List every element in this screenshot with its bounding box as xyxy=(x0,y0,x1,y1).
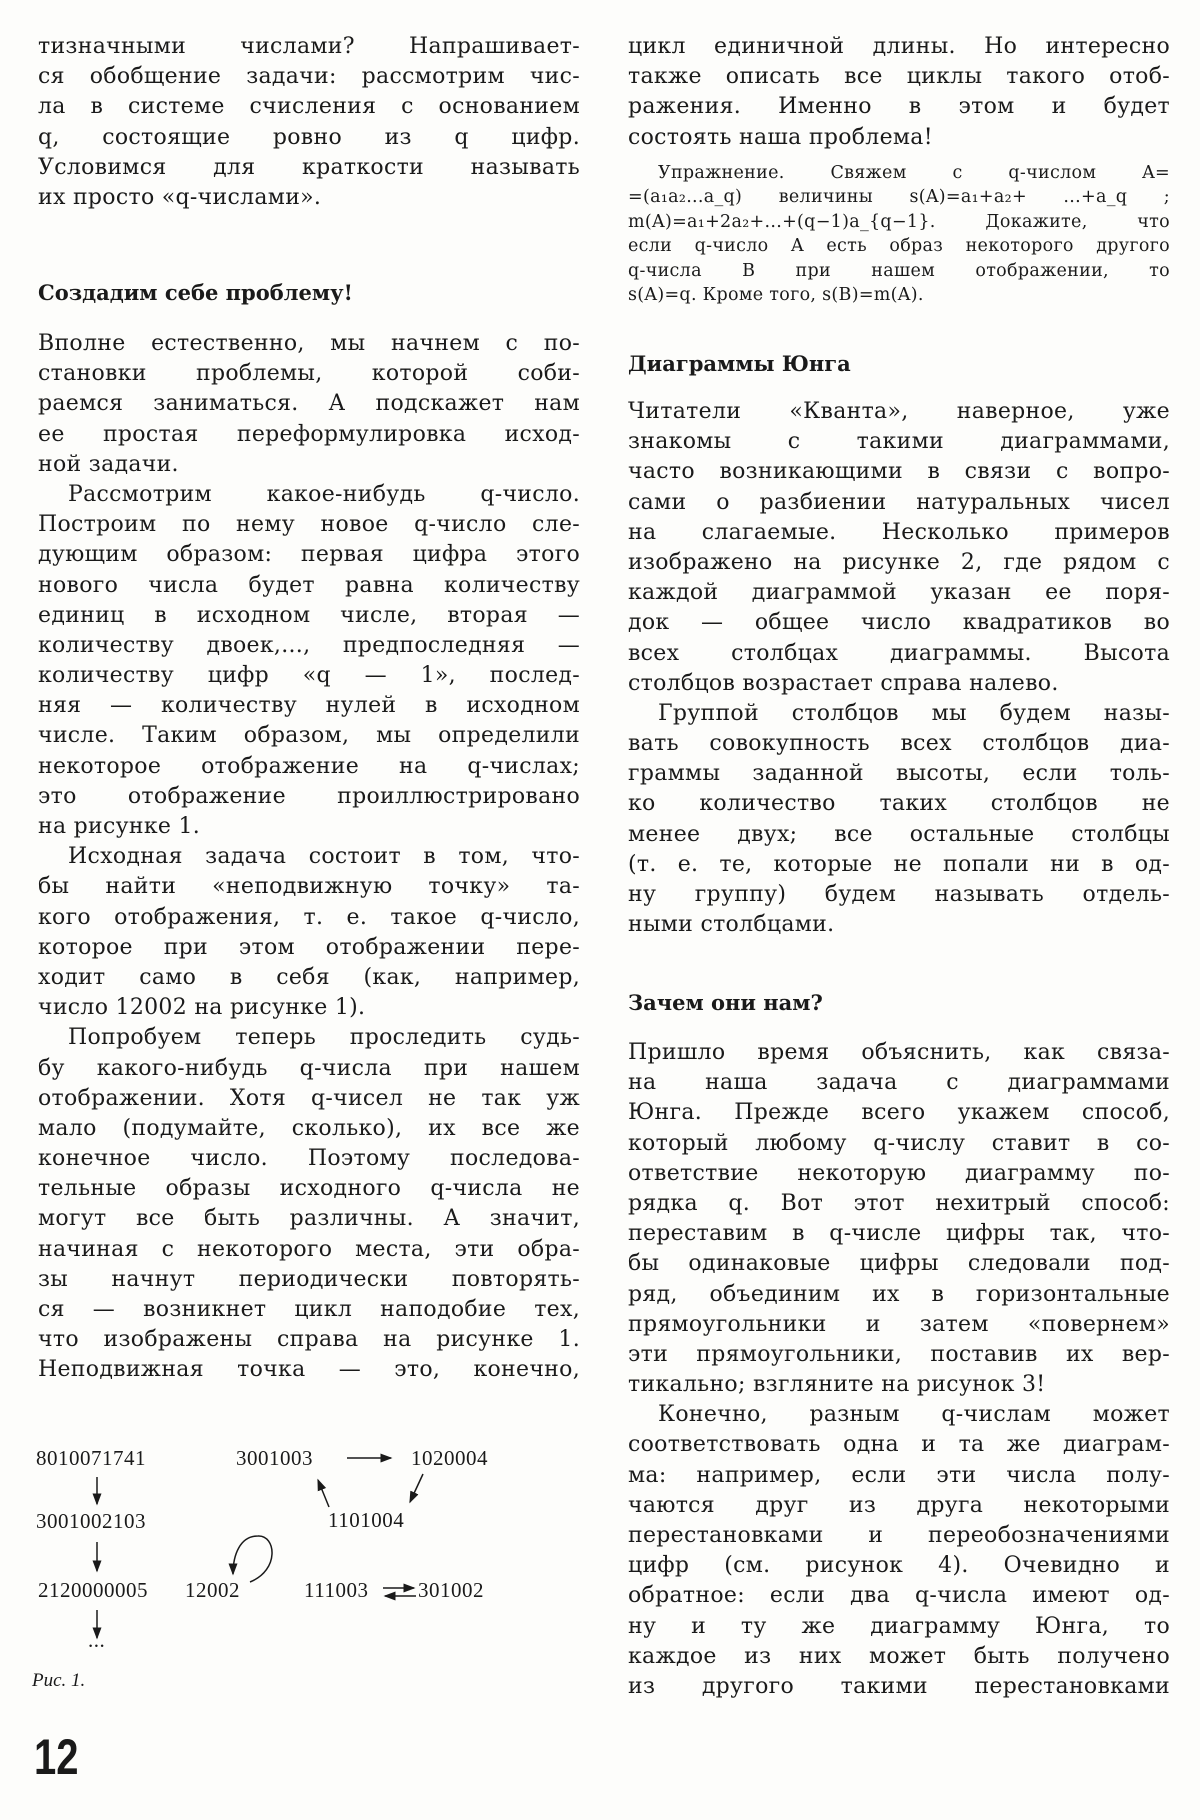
text-line: Вполне естественно, мы начнем с по- xyxy=(38,331,580,356)
text-line: ражения. Именно в этом и будет xyxy=(628,94,1170,120)
text-line: перестановками и переобозначениями xyxy=(628,1523,1170,1548)
text-line: могут все быть различны. А значит, xyxy=(38,1206,580,1232)
text-line: переставим в q-числе цифры так, что- xyxy=(628,1221,1170,1247)
text-line: который любому q-числу ставит в со- xyxy=(628,1130,1170,1156)
text-line: Пришло время объяснить, как связа- xyxy=(628,1040,1170,1065)
text-line: что изображены справа на рисунке 1. xyxy=(38,1327,580,1353)
section-heading-why: Зачем они нам? xyxy=(628,990,823,1015)
text-line: q, состоящие ровно из q цифр. xyxy=(38,124,580,150)
text-line: эти прямоугольники, поставив их вер- xyxy=(628,1341,1170,1367)
fig-chain-1: 8010071741 xyxy=(36,1446,146,1470)
text-line: ее простая переформулировка исход- xyxy=(38,421,580,447)
text-line: граммы заданной высоты, если толь- xyxy=(628,761,1170,787)
text-line: единиц в исходном числе, вторая — xyxy=(38,602,580,628)
text-line: Построим по нему новое q-число сле- xyxy=(38,512,580,538)
text-line: бу какого-нибудь q-числа при нашем xyxy=(38,1055,580,1081)
fig-chain-3: 2120000005 xyxy=(38,1578,148,1602)
text-line: ко количество таких столбцов не xyxy=(628,791,1170,817)
text-line: q-числа B при нашем отображении, то xyxy=(628,260,1170,281)
figure-caption: Рис. 1. xyxy=(32,1670,86,1691)
text-line: менее двух; все остальные столбцы xyxy=(628,821,1170,847)
text-line: зы начнут периодически повторять- xyxy=(38,1266,580,1292)
text-line: ной задачи. xyxy=(38,451,179,477)
text-line: часто возникающими в связи с вопро- xyxy=(628,459,1170,485)
text-line: которое при этом отображении пере- xyxy=(38,934,580,960)
text-line: кого отображения, т. е. такое q-число, xyxy=(38,904,580,930)
loop-arrow-icon xyxy=(233,1536,272,1582)
text-line: ну и ту же диаграмму Юнга, то xyxy=(628,1613,1170,1639)
text-line: столбцов возрастает справа налево. xyxy=(628,670,1059,696)
fig-cycle3-a: 3001003 xyxy=(236,1446,313,1470)
text-line: количеству двоек,..., предпоследняя — xyxy=(38,632,580,658)
text-line: Рассмотрим какое-нибудь q-число. xyxy=(68,481,580,507)
text-line: прямоугольники и затем «повернем» xyxy=(628,1311,1170,1337)
page-number: 12 xyxy=(34,1729,79,1785)
text-line: Попробуем теперь проследить судь- xyxy=(68,1025,580,1051)
text-line: числе. Таким образом, мы определили xyxy=(38,723,580,749)
text-line: всех столбцах диаграммы. Высота xyxy=(628,640,1170,666)
text-line: ряд, объединим их в горизонтальные xyxy=(628,1281,1170,1307)
text-line: мало (подумайте, сколько), их все же xyxy=(38,1115,580,1141)
text-line: Читатели «Кванта», наверное, уже xyxy=(628,399,1170,424)
arrow-diag-icon xyxy=(318,1480,329,1507)
text-line: ну группу) будем называть отдель- xyxy=(628,882,1170,907)
text-line: отображении. Хотя q-чисел не так уж xyxy=(38,1085,580,1111)
text-line: Условимся для краткости называть xyxy=(38,154,580,180)
text-line: (т. е. те, которые не попали ни в од- xyxy=(628,851,1170,877)
text-line: становки проблемы, которой соби- xyxy=(38,361,580,387)
fig-chain-ellipsis: ... xyxy=(88,1628,106,1652)
text-line: бы одинаковые цифры следовали под- xyxy=(628,1251,1170,1277)
text-line: их просто «q-числами». xyxy=(38,184,322,210)
text-line: ответствие некоторую диаграмму по- xyxy=(628,1160,1170,1186)
text-line: ся обобщение задачи: рассмотрим чис- xyxy=(38,64,580,90)
text-line: ходит само в себя (как, например, xyxy=(38,964,580,990)
text-line: на рисунке 1. xyxy=(38,814,201,839)
text-line: чаются друг из друга некоторыми xyxy=(628,1492,1170,1518)
text-line: каждое из них может быть получено xyxy=(628,1643,1170,1669)
text-line: тизначными числами? Напрашивает- xyxy=(38,34,580,59)
section-heading-young: Диаграммы Юнга xyxy=(628,351,851,376)
fig-cycle2-b: 301002 xyxy=(418,1578,484,1602)
text-line: ла в системе счисления с основанием xyxy=(38,94,580,120)
fig-cycle2-a: 111003 xyxy=(304,1578,369,1602)
text-line: вать совокупность всех столбцов диа- xyxy=(628,731,1170,757)
text-line: =(a₁a₂...a_q) величины s(A)=a₁+a₂+ ...+a_q ; xyxy=(628,187,1170,208)
text-line: на слагаемые. Несколько примеров xyxy=(628,519,1170,545)
text-line: ся — возникнет цикл наподобие тех, xyxy=(38,1297,580,1322)
text-line: тельные образы исходного q-числа не xyxy=(38,1176,580,1202)
text-line: рядка q. Вот этот нехитрый способ: xyxy=(628,1190,1170,1216)
text-line: также описать все циклы такого отоб- xyxy=(628,64,1170,90)
text-line: некоторое отображение на q-числах; xyxy=(38,753,580,779)
text-line: док — общее число квадратиков во xyxy=(628,610,1170,636)
fig-cycle3-b: 1020004 xyxy=(411,1446,488,1470)
fig-cycle3-c: 1101004 xyxy=(328,1508,405,1532)
text-line: из другого такими перестановками xyxy=(628,1673,1170,1699)
text-line: знакомы с такими диаграммами, xyxy=(628,429,1170,455)
text-line: s(A)=q. Кроме того, s(B)=m(A). xyxy=(628,284,924,305)
text-line: обратное: если два q-числа имеют од- xyxy=(628,1583,1170,1609)
text-line: состоять наша проблема! xyxy=(628,124,933,150)
text-line: это отображение проиллюстрировано xyxy=(38,783,580,809)
fig-chain-2: 3001002103 xyxy=(36,1509,146,1533)
text-line: количеству цифр «q — 1», послед- xyxy=(38,663,580,689)
text-line: Неподвижная точка — это, конечно, xyxy=(38,1357,580,1383)
text-line: ма: например, если эти числа полу- xyxy=(628,1462,1170,1488)
text-line: конечное число. Поэтому последова- xyxy=(38,1146,580,1172)
text-line: дующим образом: первая цифра этого xyxy=(38,542,580,568)
text-line: если q-число A есть образ некоторого другого xyxy=(628,236,1170,257)
text-line: сами о разбиении натуральных чисел xyxy=(628,489,1170,515)
text-line: Группой столбцов мы будем назы- xyxy=(658,700,1170,726)
text-line: m(A)=a₁+2a₂+...+(q−1)a_{q−1}. Докажите, что xyxy=(628,211,1170,232)
text-line: Исходная задача состоит в том, что- xyxy=(68,844,580,870)
text-line: начиная с некоторого места, эти обра- xyxy=(38,1236,580,1262)
text-line: число 12002 на рисунке 1). xyxy=(38,995,366,1021)
text-line: на наша задача с диаграммами xyxy=(628,1070,1170,1096)
text-line: ными столбцами. xyxy=(628,912,835,938)
text-line: Конечно, разным q-числам может xyxy=(658,1402,1170,1428)
text-line: цифр (см. рисунок 4). Очевидно и xyxy=(628,1553,1170,1579)
text-line: нового числа будет равна количеству xyxy=(38,572,580,598)
text-line: няя — количеству нулей в исходном xyxy=(38,693,580,719)
text-line: изображено на рисунке 2, где рядом с xyxy=(628,549,1170,575)
text-line: Юнга. Прежде всего укажем способ, xyxy=(628,1100,1170,1126)
text-line: раемся заниматься. А подскажет нам xyxy=(38,391,580,417)
text-line: бы найти «неподвижную точку» та- xyxy=(38,874,580,900)
text-line: цикл единичной длины. Но интересно xyxy=(628,34,1170,59)
text-line: Упражнение. Свяжем с q-числом A= xyxy=(658,163,1170,183)
section-heading-problem: Создадим себе проблему! xyxy=(38,280,353,305)
text-line: тикально; взгляните на рисунок 3! xyxy=(628,1372,1046,1398)
arrow-diag-icon xyxy=(410,1474,423,1502)
text-line: каждой диаграммой указан ее поря- xyxy=(628,580,1170,606)
fig-fixed-point: 12002 xyxy=(185,1578,240,1602)
text-line: соответствовать одна и та же диаграм- xyxy=(628,1432,1170,1458)
